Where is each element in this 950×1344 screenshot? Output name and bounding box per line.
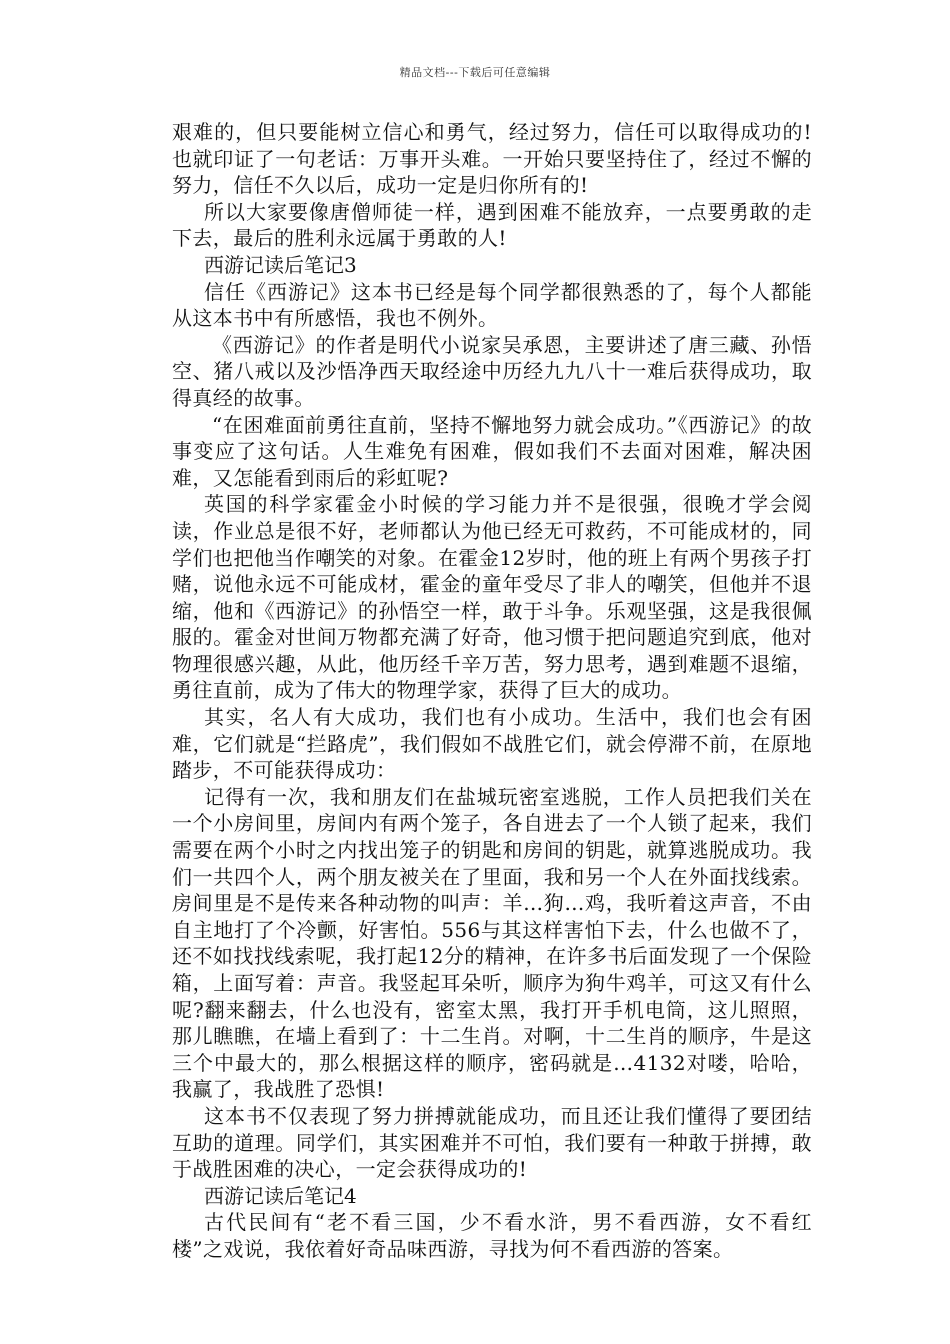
paragraph: 其实，名人有大成功，我们也有小成功。生活中，我们也会有困难，它们就是“拦路虎”，我们假如不战胜它们，就会停滞不前，在原地踏步，不可能获得成功： — [172, 705, 812, 783]
section-heading: 西游记读后笔记4 — [204, 1183, 357, 1208]
page-header: 精品文档---下载后可任意编辑 — [399, 66, 551, 79]
document-body — [172, 119, 812, 1263]
section-heading: 西游记读后笔记3 — [204, 252, 357, 277]
paragraph: 这本书不仅表现了努力拼搏就能成功，而且还让我们懂得了要团结互助的道理。同学们，其实困难并不可怕，我们要有一种敢于拼搏，敢于战胜困难的决心，一定会获得成功的! — [172, 1103, 812, 1182]
paragraph: 信任《西游记》这本书已经是每个同学都很熟悉的了，每个人都能从这本书中有所感悟，我也不例外。 — [172, 279, 812, 331]
paragraph: 《西游记》的作者是明代小说家吴承恩，主要讲述了唐三藏、孙悟空、猪八戒以及沙悟净西天取经途中历经九九八十一难后获得成功，取得真经的故事。 — [172, 332, 812, 410]
paragraph: 艰难的，但只要能树立信心和勇气，经过努力，信任可以取得成功的!也就印证了一句老话：万事开头难。一开始只要坚持住了，经过不懈的努力，信任不久以后，成功一定是归你所有的! — [172, 120, 812, 198]
paragraph: 古代民间有“老不看三国，少不看水浒，男不看西游，女不看红楼”之戏说，我依着好奇品味西游，寻找为何不看西游的答案。 — [172, 1210, 812, 1261]
paragraph: 英国的科学家霍金小时候的学习能力并不是很强，很晚才学会阅读，作业总是很不好，老师都认为他已经无可救药，不可能成材的，同学们也把他当作嘲笑的对象。在霍金12岁时，他的班上有两个男孩子打赌，说他永远不可能成材，霍金的童年受尽了非人的嘲笑，但他并不退缩，他和《西游记》的孙悟空一样，敢于斗争。乐观坚强，这是我很佩服的。霍金对世间万物都充满了好奇，他习惯于把问题追究到底，他对物理很感兴趣，从此，他历经千辛万苦，努力思考，遇到难题不退缩，勇往直前，成为了伟大的物理学家，获得了巨大的成功。 — [172, 492, 812, 703]
paragraph: 所以大家要像唐僧师徒一样，遇到困难不能放弃，一点要勇敢的走下去，最后的胜利永远属于勇敢的人! — [172, 199, 812, 251]
paragraph: “在困难面前勇往直前，坚持不懈地努力就会成功。”《西游记》的故事变应了这句话。人生难免有困难，假如我们不去面对困难，解决困难，又怎能看到雨后的彩虹呢? — [172, 412, 812, 490]
paragraph: 记得有一次，我和朋友们在盐城玩密室逃脱，工作人员把我们关在一个小房间里，房间内有两个笼子，各自进去了一个人锁了起来，我们需要在两个小时之内找出笼子的钥匙和房间的钥匙，就算逃脱成功。我们一共四个人，两个朋友被关在了里面，我和另一个人在外面找线索。房间里是不是传来各种动物的叫声：羊…狗…鸡，我听着这声音，不由自主地打了个冷颤，好害怕。556与其这样害怕下去，什么也做不了，还不如找找线索呢，我打起12分的精神，在许多书后面发现了一个保险箱，上面写着：声音。我竖起耳朵听，顺序为狗牛鸡羊，可这又有什么呢?翻来翻去，什么也没有，密室太黑，我打开手机电筒，这儿照照，那儿瞧瞧，在墙上看到了：十二生肖。对啊，十二生肖的顺序，牛是这三个中最大的，那么根据这样的顺序，密码就是…4132对喽，哈哈，我赢了，我战胜了恐惧! — [172, 784, 812, 1102]
